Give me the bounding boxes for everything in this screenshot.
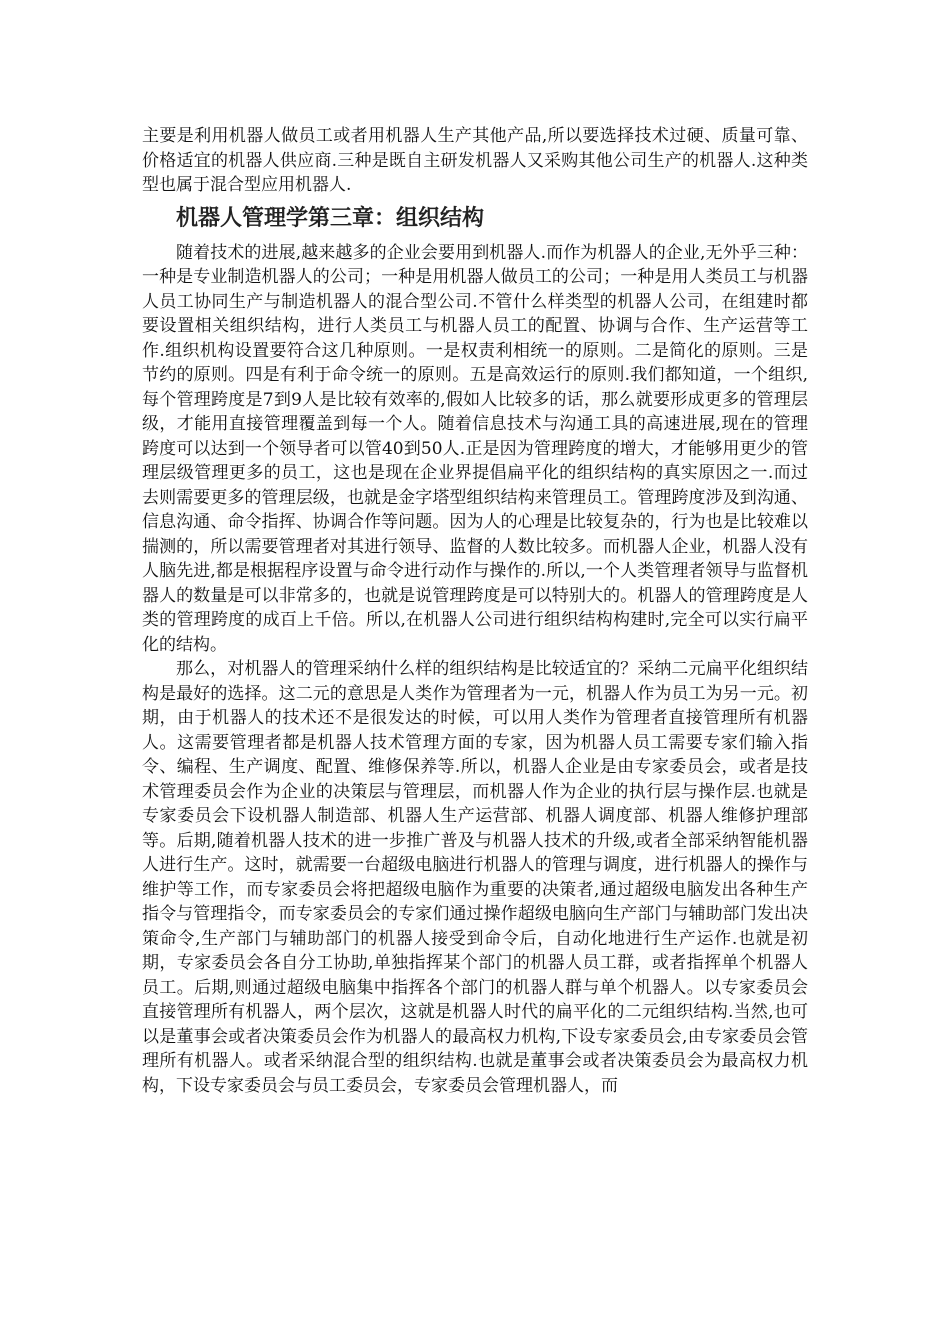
chapter-heading: 机器人管理学第三章：组织结构	[176, 205, 485, 231]
document-body	[142, 124, 808, 1098]
paragraph-dual-structure: 那么，对机器人的管理采纳什么样的组织结构是比较适宜的？采纳二元扁平化组织结构是最好的选择。这二元的意思是人类作为管理者为一元，机器人作为员工为另一元。初期，由于机器人的技术还不是很发达的时候，可以用人类作为管理者直接管理所有机器人。这需要管理者都是机器人技术管理方面的专家，因为机器人员工需要专家们输入指令、编程、生产调度、配置、维修保养等.所以，机器人企业是由专家委员会，或者是技术管理委员会作为企业的决策层与管理层，而机器人作为企业的执行层与操作层.也就是专家委员会下设机器人制造部、机器人生产运营部、机器人调度部、机器人维修护理部等。后期,随着机器人技术的进一步推广普及与机器人技术的升级,或者全部采纳智能机器人进行生产。这时，就需要一台超级电脑进行机器人的管理与调度，进行机器人的操作与维护等工作，而专家委员会将把超级电脑作为重要的决策者,通过超级电脑发出各种生产指令与管理指令，而专家委员会的专家们通过操作超级电脑向生产部门与辅助部门发出决策命令,生产部门与辅助部门的机器人接受到命令后，自动化地进行生产运作.也就是初期，专家委员会各自分工协助,单独指挥某个部门的机器人员工群，或者指挥单个机器人员工。后期,则通过超级电脑集中指挥各个部门的机器人群与单个机器人。以专家委员会直接管理所有机器人，两个层次，这就是机器人时代的扁平化的二元组织结构.当然,也可以是董事会或者决策委员会作为机器人的最高权力机构,下设专家委员会,由专家委员会管理所有机器人。或者采纳混合型的组织结构.也就是董事会或者决策委员会为最高权力机构，下设专家委员会与员工委员会，专家委员会管理机器人，而	[142, 659, 808, 1096]
paragraph-span-of-control: 随着技术的进展,越来越多的企业会要用到机器人.而作为机器人的企业,无外乎三种：一种是专业制造机器人的公司；一种是用机器人做员工的公司；一种是用人类员工与机器人员工协同生产与制造机器人的混合型公司.不管什么样类型的机器人公司，在组建时都要设置相关组织结构，进行人类员工与机器人员工的配置、协调与合作、生产运营等工作.组织机构设置要符合这几种原则。一是权责利相统一的原则。二是简化的原则。三是节约的原则。四是有利于命令统一的原则。五是高效运行的原则.我们都知道，一个组织,每个管理跨度是7到9人是比较有效率的,假如人比较多的话，那么就要形成更多的管理层级，才能用直接管理覆盖到每一个人。随着信息技术与沟通工具的高速进展,现在的管理跨度可以达到一个领导者可以管40到50人.正是因为管理跨度的增大，才能够用更少的管理层级管理更多的员工，这也是现在企业界提倡扁平化的组织结构的真实原因之一.而过去则需要更多的管理层级，也就是金字塔型组织结构来管理员工。管理跨度涉及到沟通、信息沟通、命令指挥、协调合作等问题。因为人的心理是比较复杂的，行为也是比较难以揣测的，所以需要管理者对其进行领导、监督的人数比较多。而机器人企业，机器人没有人脑先进,都是根据程序设置与命令进行动作与操作的.所以,一个人类管理者领导与监督机器人的数量是可以非常多的，也就是说管理跨度是可以特别大的。机器人的管理跨度是人类的管理跨度的成百上千倍。所以,在机器人公司进行组织结构构建时,完全可以实行扁平化的结构。	[142, 242, 808, 655]
paragraph-continued: 主要是利用机器人做员工或者用机器人生产其他产品,所以要选择技术过硬、质量可靠、价格适宜的机器人供应商.三种是既自主研发机器人又采购其他公司生产的机器人.这种类型也属于混合型应用机器人.	[142, 126, 808, 195]
